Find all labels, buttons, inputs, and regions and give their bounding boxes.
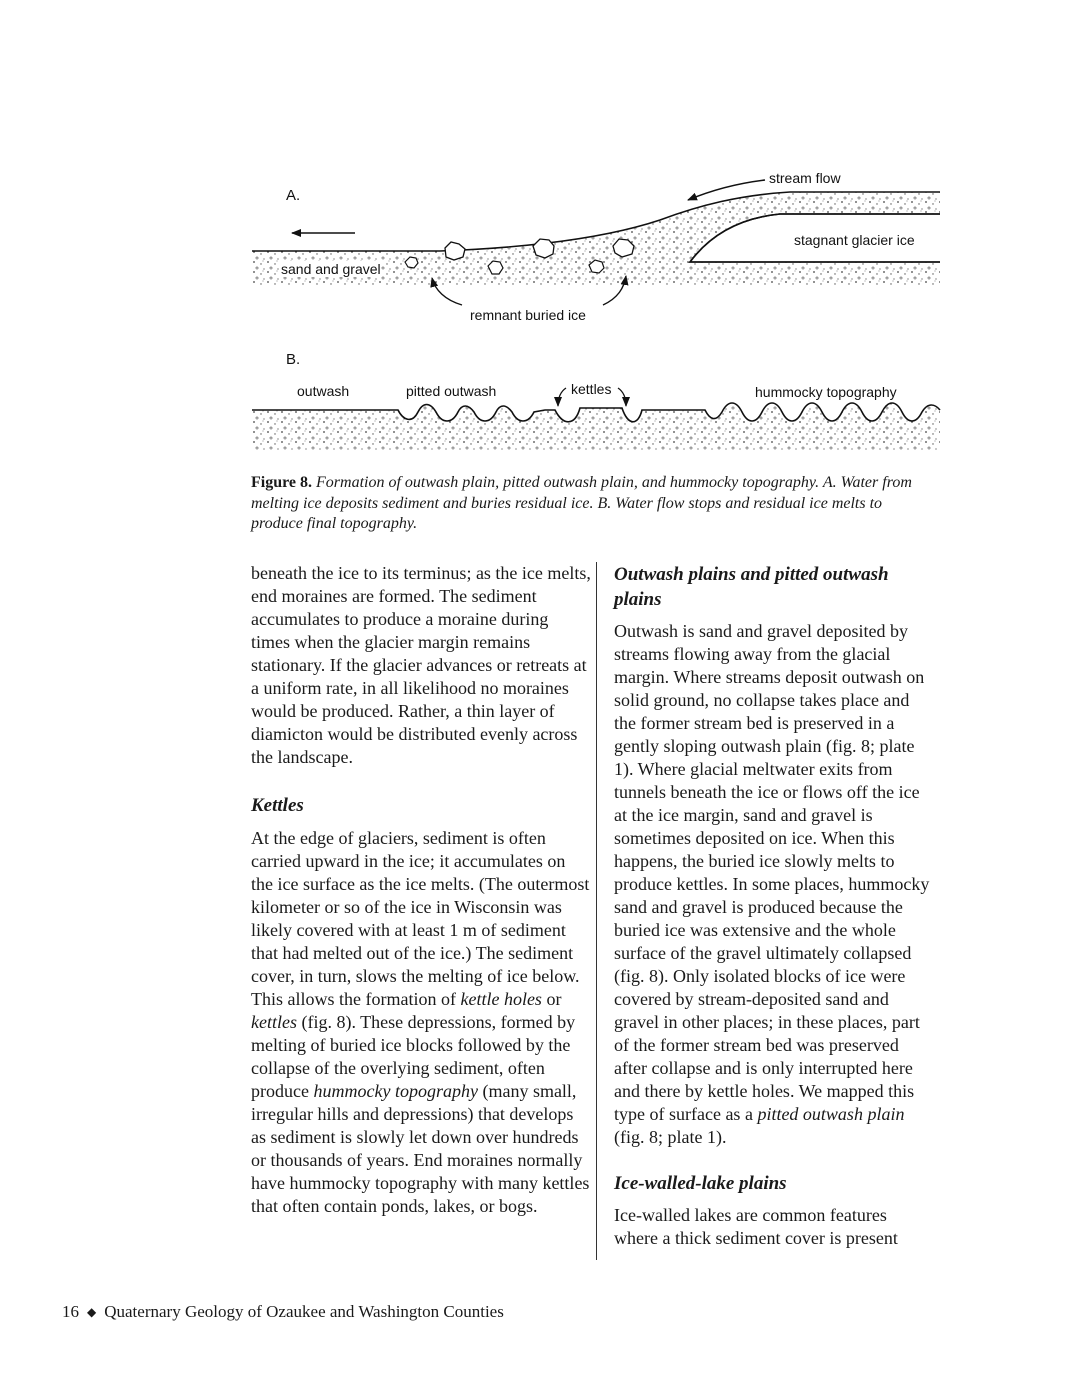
figure-caption-label: Figure 8. xyxy=(251,474,313,491)
outwash-label: outwash xyxy=(297,383,350,399)
body-paragraph: Outwash is sand and gravel deposited by streams flowing away from the glacial margin. Where streams deposit outwash on solid ground, no collapse takes place and the former stream bed is preserved in a gently sloping outwash plain (fig. 8; plate 1). Where glacial meltwater exits from tunnels beneath the ice or flows off the ice at the ice margin, sand and gravel is sometimes deposited on ice. When this happens, the buried ice slowly melts to produce kettles. In some places, hummocky sand and gravel is produced because the buried ice was extensive and the whole surface of the gravel ultimately collapsed (fig. 8). Only isolated blocks of ice were covered by stream-deposited sand and gravel in other places; in these places, part of the former stream bed was preserved after collapse and is only interrupted here and there by kettle holes. We mapped this type of surface as a pitted outwash plain (fig. 8; plate 1). xyxy=(614,621,930,1147)
term-kettles: kettles xyxy=(251,1012,297,1032)
page-footer xyxy=(62,1302,504,1322)
buried-ice-block xyxy=(445,242,465,260)
section-heading-ice-walled: Ice-walled-lake plains xyxy=(614,1173,787,1194)
right-column xyxy=(614,562,934,1250)
stagnant-ice-label: stagnant glacier ice xyxy=(794,232,915,248)
kettles-label: kettles xyxy=(571,381,612,397)
buried-ice-block xyxy=(533,239,554,258)
page-number: 16 xyxy=(62,1302,79,1321)
section-heading-kettles: Kettles xyxy=(251,795,304,816)
term-hummocky-topography: hummocky topography xyxy=(313,1081,478,1101)
left-column xyxy=(251,562,591,1218)
panel-a-label: A. xyxy=(286,187,301,204)
kettles-arrow-right xyxy=(618,388,626,406)
pitted-outwash-label: pitted outwash xyxy=(406,383,497,399)
stream-flow-label: stream flow xyxy=(769,170,841,186)
term-pitted-outwash-plain: pitted outwash plain xyxy=(757,1104,905,1124)
figure-caption xyxy=(251,473,931,535)
figure-8 xyxy=(0,0,1066,470)
running-title: Quaternary Geology of Ozaukee and Washington Counties xyxy=(104,1302,504,1321)
remnant-ice-label: remnant buried ice xyxy=(470,307,586,323)
column-divider xyxy=(596,562,597,1260)
body-paragraph: beneath the ice to its terminus; as the ice melts, end moraines are formed. The sediment accumulates to produce a moraine during times when the glacier margin remains stationary. If the glacier advances or retreats at a uniform rate, in all likelihood no moraines would be produced. Rather, a thin layer of diamicton would be distributed evenly across the landscape. xyxy=(251,563,591,767)
section-heading-outwash: Outwash plains and pitted outwash plains xyxy=(614,564,889,610)
panel-b-label: B. xyxy=(286,351,301,368)
figure-caption-text: Formation of outwash plain, pitted outwash plain, and hummocky topography. A. Water from melting ice deposits sediment and buries residual ice. B. Water flow stops and residual ice melts to produce final topography. xyxy=(251,474,912,532)
diamond-icon: ◆ xyxy=(87,1305,97,1319)
body-paragraph: At the edge of glaciers, sediment is often carried upward in the ice; it accumulates on the ice surface as the ice melts. (The outermost kilometer or so of the ice in Wisconsin was likely covered with at least 1 m of sediment that had melted out of the ice.) The sediment cover, in turn, slows the melting of ice below. This allows the formation of kettle holes or kettles (fig. 8). These depressions, formed by melting of buried ice blocks followed by the collapse of the overlying sediment, often produce hummocky topography (many small, irregular hills and depressions) that develops as sediment is slowly let down over hundreds or thousands of years. End moraines normally have hummocky topography with many kettles that often contain ponds, lakes, or bogs. xyxy=(251,828,590,1216)
kettles-arrow-left xyxy=(558,388,566,406)
sand-gravel-label: sand and gravel xyxy=(281,261,381,277)
body-paragraph: Ice-walled lakes are common features where a thick sediment cover is present xyxy=(614,1205,898,1248)
term-kettle-holes: kettle holes xyxy=(460,989,542,1009)
hummocky-label: hummocky topography xyxy=(755,384,897,400)
